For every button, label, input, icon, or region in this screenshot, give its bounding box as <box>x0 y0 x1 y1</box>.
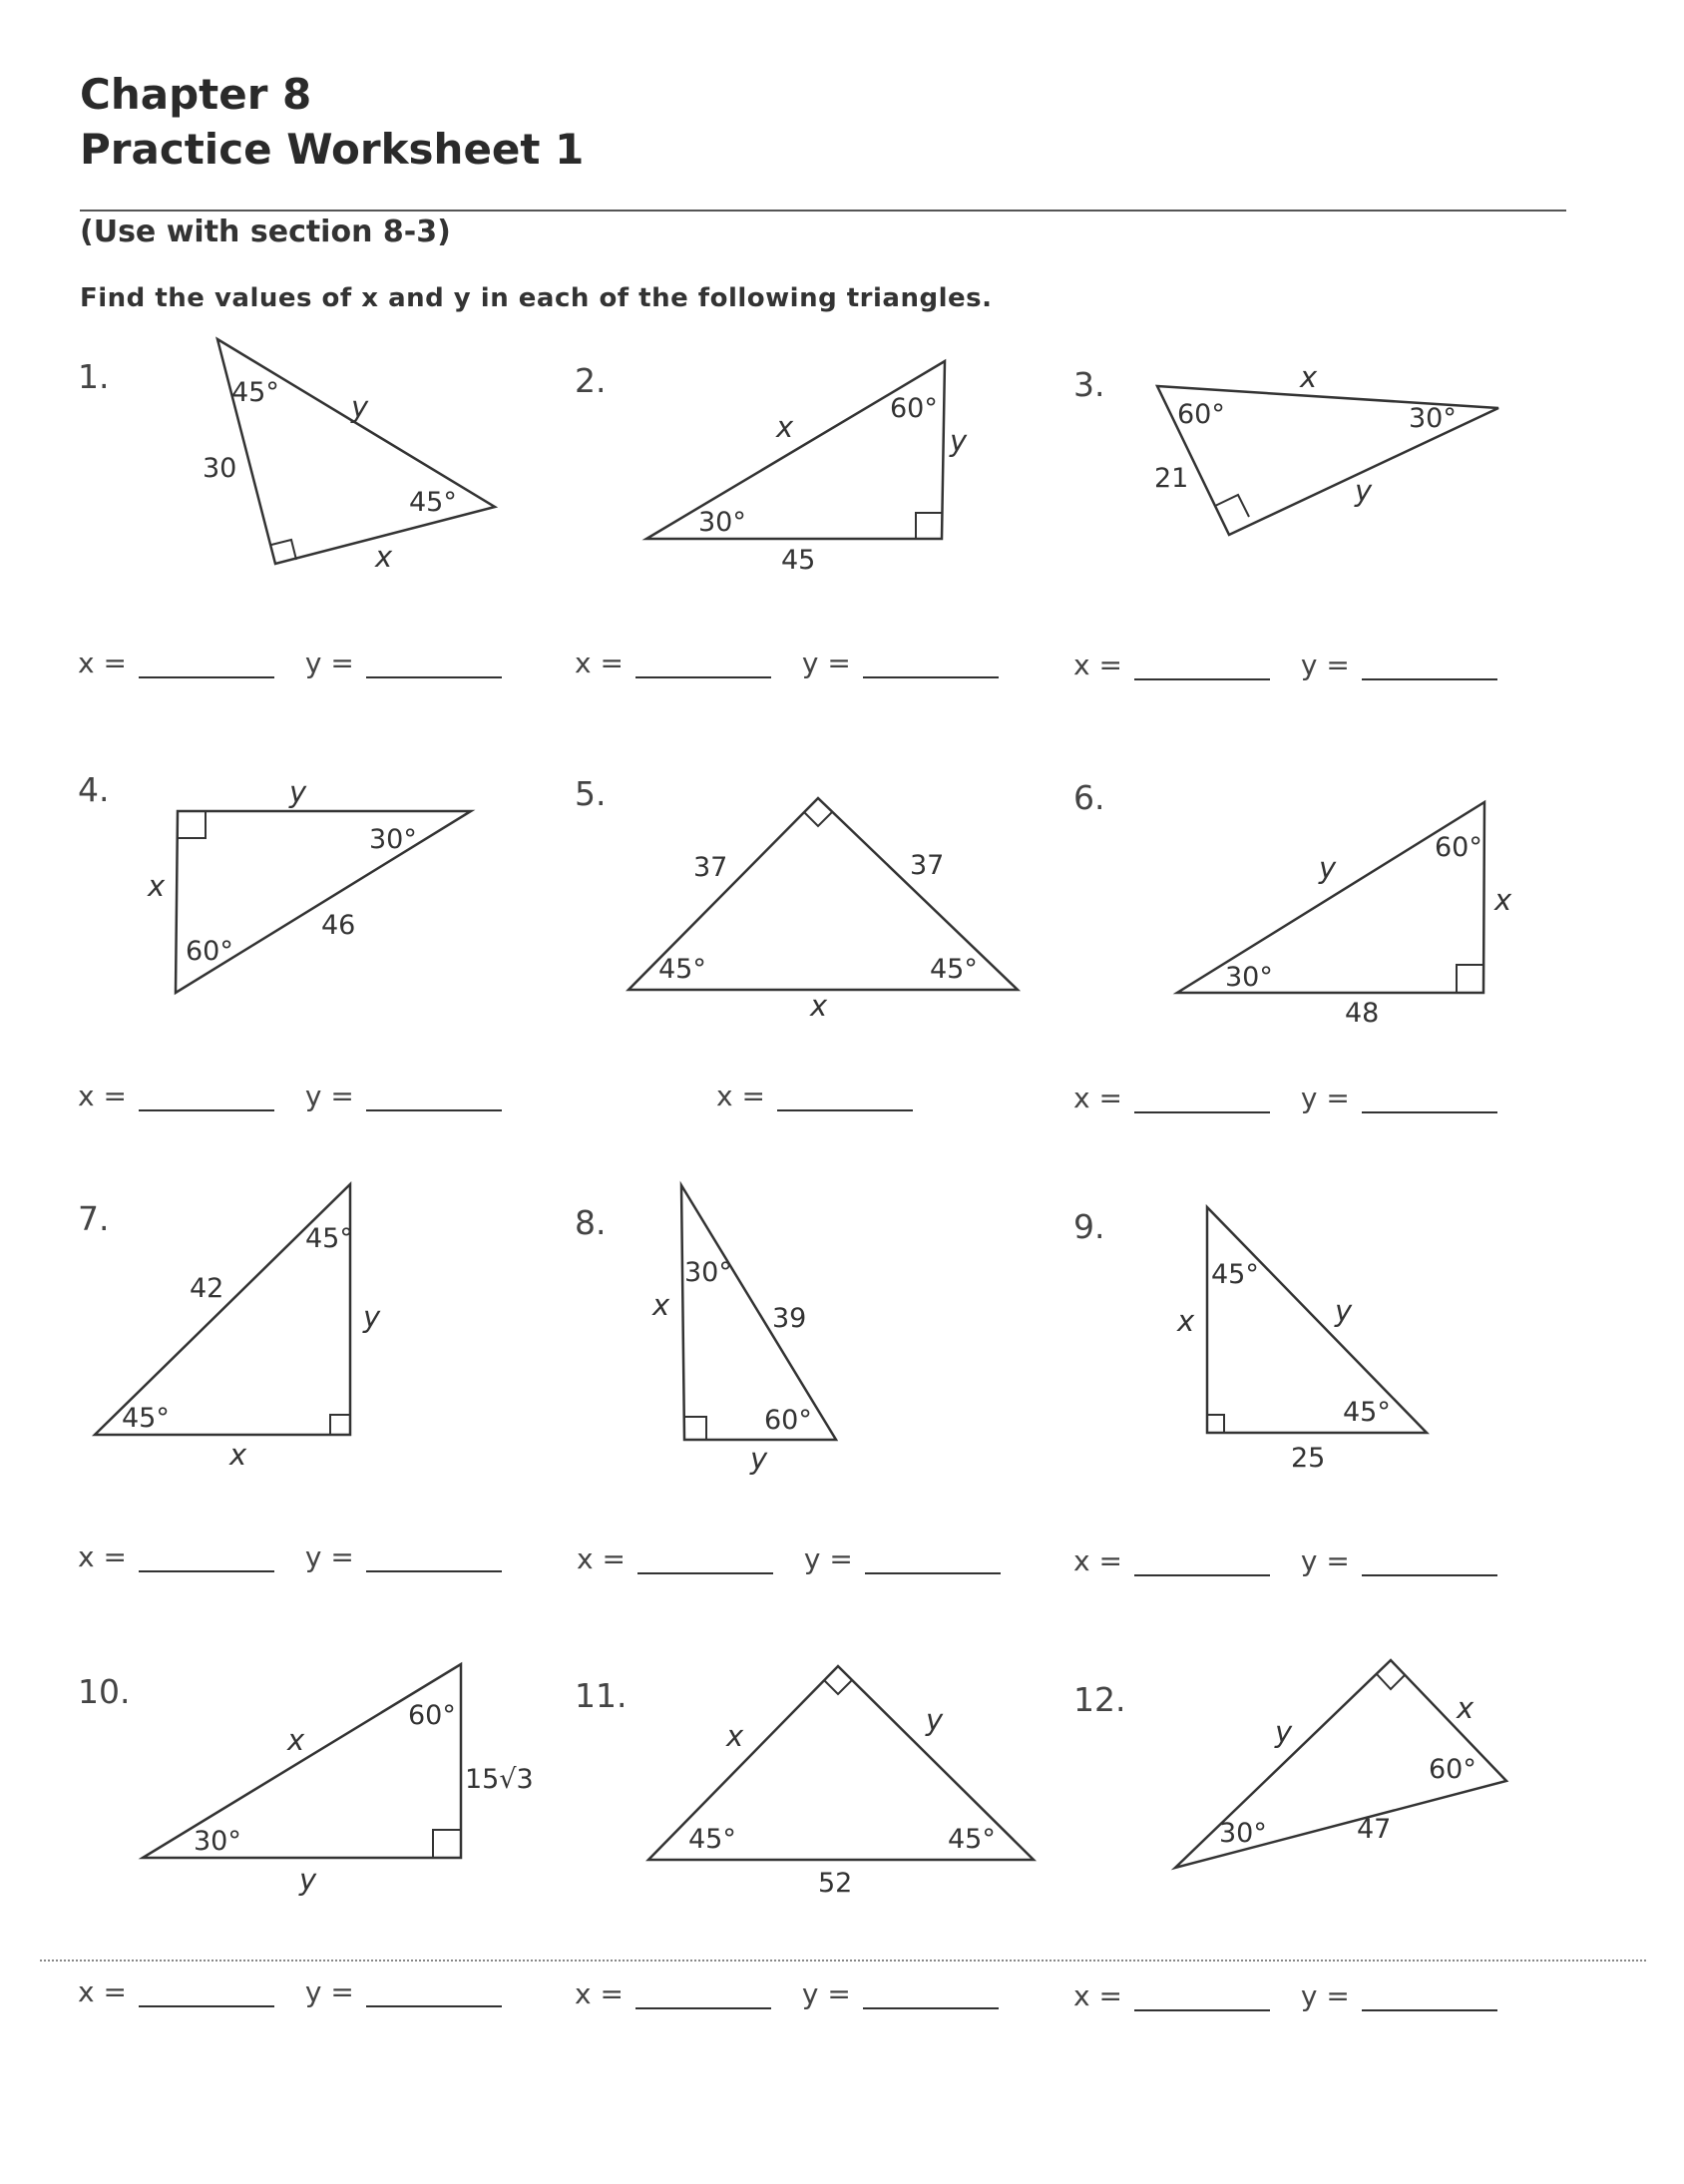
x-answer-blank[interactable] <box>139 1107 274 1111</box>
angle-label: 45° <box>930 954 978 985</box>
angle-label: 60° <box>408 1700 456 1731</box>
x-answer-label: x = <box>1073 649 1122 681</box>
triangle-7 <box>95 1184 381 1472</box>
answer-line <box>78 647 502 679</box>
y-answer-blank[interactable] <box>863 2005 999 2009</box>
x-answer-label: x = <box>575 647 624 679</box>
problem-number: 2. <box>575 361 607 400</box>
triangle-6 <box>1177 802 1512 1029</box>
y-answer-blank[interactable] <box>865 1570 1001 1574</box>
angle-label: 30° <box>1219 1818 1267 1849</box>
side-label: y <box>299 1863 317 1897</box>
problem-number: 9. <box>1073 1207 1105 1246</box>
x-answer-label: x = <box>78 1540 127 1573</box>
y-answer-blank[interactable] <box>366 1568 502 1572</box>
angle-label: 45° <box>1211 1259 1259 1290</box>
problem-number: 5. <box>575 774 607 813</box>
y-answer-label: y = <box>304 1975 354 2008</box>
problem-number: 6. <box>1073 778 1105 817</box>
y-answer-label: y = <box>1300 649 1350 681</box>
angle-label: 60° <box>890 393 938 424</box>
x-answer-blank[interactable] <box>139 1568 274 1572</box>
angle-label: 45° <box>122 1403 170 1434</box>
problem-number: 4. <box>78 770 110 809</box>
angle-label: 45° <box>658 954 706 985</box>
y-answer-blank[interactable] <box>366 2003 502 2007</box>
answer-line <box>1073 1979 1497 2012</box>
y-answer-label: y = <box>304 1540 354 1573</box>
x-answer-label: x = <box>1073 1979 1122 2012</box>
side-label: 47 <box>1357 1814 1392 1845</box>
angle-label: 45° <box>231 377 279 408</box>
side-label: 52 <box>818 1868 853 1899</box>
side-label: y <box>1355 474 1373 508</box>
side-label: y <box>926 1703 944 1737</box>
side-label: x <box>810 989 828 1023</box>
side-label: 30 <box>203 453 237 484</box>
x-answer-label: x = <box>78 647 127 679</box>
triangle-3 <box>1154 360 1498 535</box>
y-answer-label: y = <box>1300 1979 1350 2012</box>
side-label: 15√3 <box>465 1764 534 1795</box>
angle-label: 30° <box>194 1826 241 1857</box>
triangle-5 <box>629 798 1018 1023</box>
triangle-12 <box>1175 1660 1506 1868</box>
triangle-8 <box>651 1185 836 1476</box>
side-label: x <box>1494 883 1512 917</box>
side-label: x <box>375 540 393 574</box>
triangle-10 <box>143 1664 534 1897</box>
x-answer-label: x = <box>1073 1082 1122 1114</box>
x-answer-blank[interactable] <box>635 674 771 678</box>
answer-line <box>577 1542 1001 1575</box>
side-label: y <box>363 1300 381 1334</box>
problem-number: 12. <box>1073 1680 1126 1719</box>
triangle-2 <box>646 361 968 576</box>
section-note: (Use with section 8-3) <box>80 215 451 249</box>
y-answer-label: y = <box>801 647 851 679</box>
answer-line <box>78 1975 502 2008</box>
angle-label: 45° <box>948 1824 996 1855</box>
side-label: 21 <box>1154 463 1189 494</box>
angle-label: 30° <box>369 824 417 855</box>
answer-line <box>1073 1544 1497 1577</box>
answer-line <box>1073 1082 1497 1114</box>
page-fold-line <box>40 1960 1646 1962</box>
side-label: x <box>1457 1691 1474 1725</box>
worksheet-title: Practice Worksheet 1 <box>80 125 585 174</box>
angle-label: 30° <box>684 1257 732 1288</box>
side-label: y <box>289 775 307 809</box>
y-answer-blank[interactable] <box>1362 2007 1497 2011</box>
x-answer-blank[interactable] <box>1134 1109 1270 1113</box>
angle-label: 45° <box>688 1824 736 1855</box>
angle-label: 30° <box>1409 403 1457 434</box>
answer-line <box>78 1540 502 1573</box>
side-label: x <box>1177 1304 1195 1338</box>
chapter-heading: Chapter 8 <box>80 70 312 119</box>
y-answer-label: y = <box>1300 1544 1350 1577</box>
angle-label: 45° <box>1343 1397 1391 1428</box>
x-answer-blank[interactable] <box>139 2003 274 2007</box>
angle-label: 45° <box>409 487 457 518</box>
problem-number: 3. <box>1073 365 1105 404</box>
y-answer-label: y = <box>1300 1082 1350 1114</box>
x-answer-blank[interactable] <box>637 1570 773 1574</box>
side-label: 25 <box>1291 1443 1326 1474</box>
triangle-1 <box>203 339 495 574</box>
y-answer-blank[interactable] <box>1362 1572 1497 1576</box>
x-answer-blank[interactable] <box>1134 2007 1270 2011</box>
side-label: y <box>750 1442 768 1476</box>
angle-label: 60° <box>1177 399 1225 430</box>
x-answer-label: x = <box>575 1977 624 2010</box>
side-label: 45 <box>781 545 816 576</box>
side-label: y <box>351 390 369 424</box>
y-answer-label: y = <box>803 1542 853 1575</box>
side-label: x <box>1300 360 1318 394</box>
angle-label: 60° <box>1435 832 1482 863</box>
side-label: 37 <box>693 852 728 883</box>
y-answer-label: y = <box>801 1977 851 2010</box>
y-answer-label: y = <box>304 1080 354 1112</box>
instructions: Find the values of x and y in each of the following triangles. <box>80 283 993 313</box>
x-answer-label: x = <box>716 1080 765 1112</box>
x-answer-label: x = <box>577 1542 626 1575</box>
x-answer-label: x = <box>78 1975 127 2008</box>
triangle-11 <box>648 1666 1034 1899</box>
y-answer-blank[interactable] <box>1362 1109 1497 1113</box>
side-label: x <box>229 1438 247 1472</box>
angle-label: 60° <box>764 1405 812 1436</box>
problem-number: 10. <box>78 1672 131 1711</box>
x-answer-blank[interactable] <box>1134 676 1270 680</box>
y-answer-blank[interactable] <box>366 674 502 678</box>
answer-line <box>78 1080 502 1112</box>
side-label: y <box>1275 1715 1293 1749</box>
angle-label: 60° <box>1429 1754 1476 1785</box>
side-label: 46 <box>321 910 356 941</box>
side-label: 39 <box>772 1303 807 1334</box>
side-label: y <box>950 424 968 458</box>
angle-label: 30° <box>1225 962 1273 993</box>
side-label: 37 <box>910 850 945 881</box>
problem-number: 11. <box>575 1676 628 1715</box>
x-answer-blank[interactable] <box>635 2005 771 2009</box>
x-answer-blank[interactable] <box>1134 1572 1270 1576</box>
x-answer-label: x = <box>1073 1544 1122 1577</box>
x-answer-label: x = <box>78 1080 127 1112</box>
answer-line <box>1073 649 1497 681</box>
angle-label: 60° <box>186 936 233 967</box>
side-label: x <box>726 1719 744 1753</box>
side-label: x <box>776 410 794 444</box>
angle-label: 30° <box>698 507 746 538</box>
triangle-4 <box>147 775 471 993</box>
y-answer-blank[interactable] <box>1362 676 1497 680</box>
problem-number: 1. <box>78 357 110 396</box>
triangle-9 <box>1176 1207 1427 1474</box>
y-answer-blank[interactable] <box>366 1107 502 1111</box>
side-label: x <box>148 869 166 903</box>
problem-number: 7. <box>78 1199 110 1238</box>
y-answer-label: y = <box>304 647 354 679</box>
side-label: x <box>652 1288 670 1322</box>
x-answer-blank[interactable] <box>139 674 274 678</box>
side-label: 48 <box>1345 998 1380 1029</box>
side-label: y <box>1319 851 1337 885</box>
side-label: 42 <box>190 1273 224 1304</box>
side-label: y <box>1335 1294 1353 1328</box>
angle-label: 45° <box>305 1223 353 1254</box>
answer-line <box>716 1080 913 1112</box>
answer-line <box>575 1977 999 2010</box>
y-answer-blank[interactable] <box>863 674 999 678</box>
problem-number: 8. <box>575 1203 607 1242</box>
answer-line <box>575 647 999 679</box>
x-answer-blank[interactable] <box>777 1107 913 1111</box>
side-label: x <box>287 1723 305 1757</box>
